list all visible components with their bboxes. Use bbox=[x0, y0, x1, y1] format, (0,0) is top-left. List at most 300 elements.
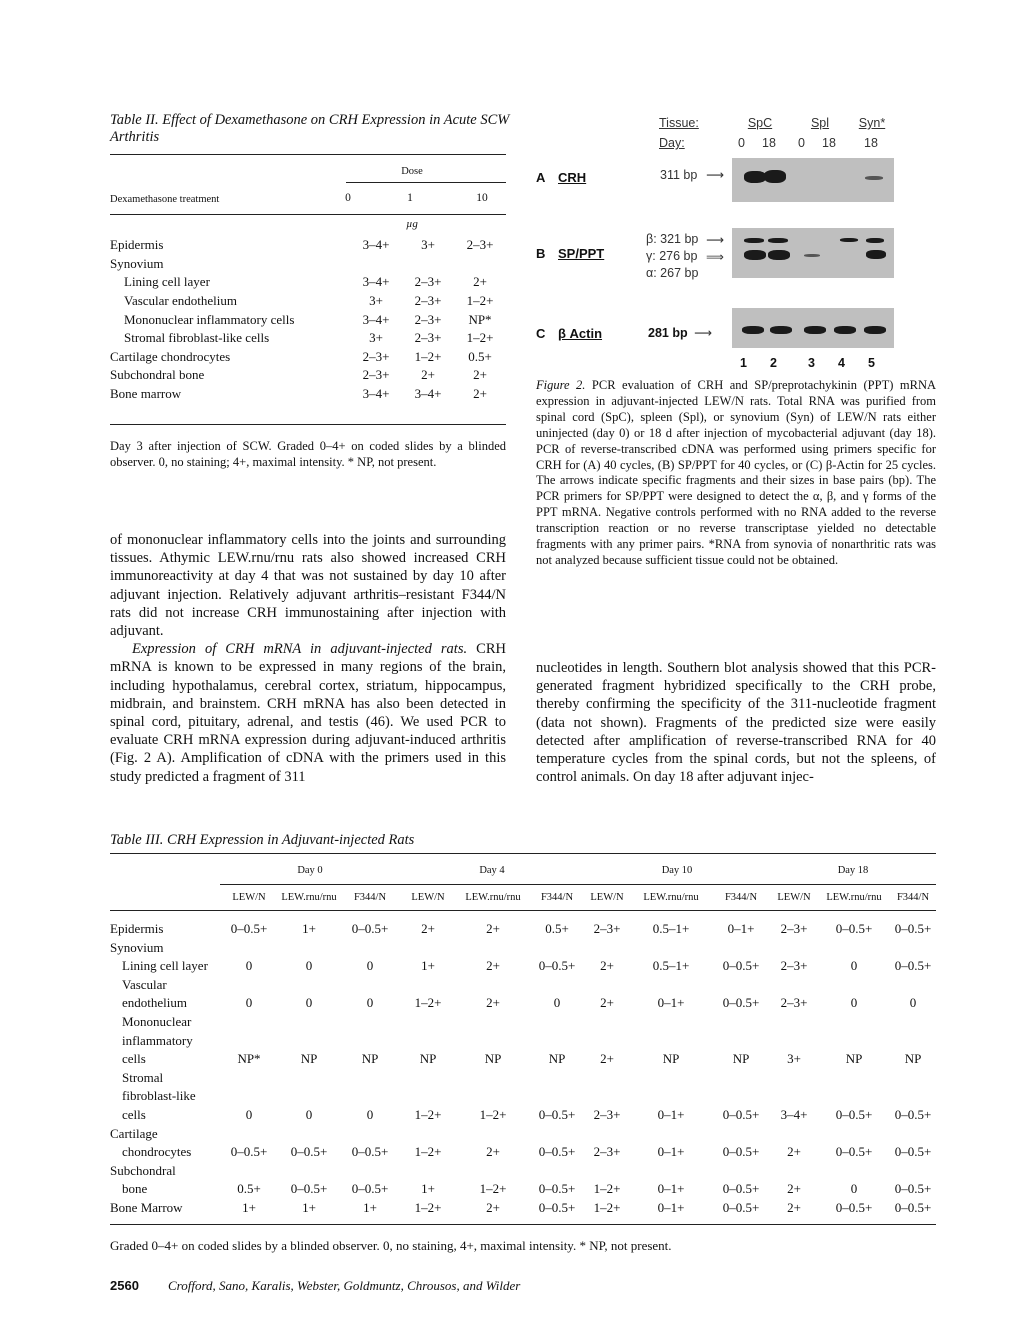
panel-a-name: CRH bbox=[558, 170, 587, 185]
panel-b-letter: B bbox=[536, 246, 546, 261]
fig-tissue-spl: Spl bbox=[810, 116, 830, 130]
table3-cell: 2–3+ bbox=[593, 1144, 621, 1160]
table2-row-label: Vascular endothelium bbox=[124, 293, 237, 309]
table3-cell: 1+ bbox=[421, 1181, 435, 1197]
left-paragraph-2-text: CRH mRNA is known to be expressed in many regions of the brain, including hypothalamus, cerebral cortex, striatum, hippocampus, midbrain, and brainstem. CRH mRNA has also been detected in spinal cord, pituitary, adrenal, and testis (46). We used PCR to evaluate CRH mRNA expression during adjuvant-induced arthritis (Fig. 2 A). Amplification of cDNA with the primers used in this study predicted a fragment of 311 bbox=[110, 641, 506, 785]
table2-row bbox=[110, 255, 506, 274]
table3-cell: 0–0.5+ bbox=[894, 1107, 932, 1123]
table3-row-label: Vascular bbox=[122, 976, 167, 992]
table2-cell: 2–3+ bbox=[414, 293, 442, 309]
panel-b-size-gamma: γ: 276 bp bbox=[646, 249, 698, 263]
table3-empty-cell bbox=[584, 1160, 630, 1179]
table3-row-label: cells bbox=[122, 1107, 146, 1123]
table3-empty-cell bbox=[890, 1086, 936, 1105]
table3-strain-header: F344/N bbox=[712, 884, 770, 910]
table2-cell bbox=[350, 255, 402, 274]
table3-empty-cell bbox=[712, 937, 770, 956]
table2-row bbox=[110, 236, 506, 255]
panel-a-size: 311 bp bbox=[660, 168, 698, 182]
table3-row-label: inflammatory bbox=[122, 1032, 193, 1048]
table3-corner bbox=[110, 884, 220, 910]
table3-cell: 0–1+ bbox=[657, 1181, 685, 1197]
table3-empty-cell bbox=[770, 1160, 818, 1179]
table3-cell: 2+ bbox=[600, 1051, 614, 1067]
table3-cell: 0 bbox=[245, 958, 253, 974]
table2-dose-0: 0 bbox=[345, 192, 351, 204]
table3-day-header: Day 10 bbox=[584, 858, 770, 884]
table2-cell: 3–4+ bbox=[362, 311, 390, 327]
table3-strain-header: F344/N bbox=[890, 884, 936, 910]
table3-row bbox=[110, 937, 936, 956]
table3-empty-cell bbox=[584, 1123, 630, 1142]
table3-cell: 3+ bbox=[787, 1051, 801, 1067]
table3-row-label: Bone Marrow bbox=[110, 1200, 183, 1215]
table3-cell: 0 bbox=[850, 1181, 858, 1197]
table3-cell: 0–0.5+ bbox=[538, 1181, 576, 1197]
fig-day-4: 18 bbox=[822, 136, 836, 150]
table3-cell: 1+ bbox=[302, 921, 316, 937]
table2-cell: 3+ bbox=[421, 237, 435, 253]
table2 bbox=[110, 158, 506, 403]
table2-cell: 2+ bbox=[421, 367, 435, 383]
table3-empty-cell bbox=[818, 1067, 890, 1086]
table2-cell: NP* bbox=[468, 311, 492, 327]
table3-empty-cell bbox=[770, 1030, 818, 1049]
table3-row-label: Cartilage bbox=[110, 1125, 158, 1141]
panel-a-arrow: ⟶ bbox=[706, 168, 724, 182]
table3-cell: 2+ bbox=[787, 1181, 801, 1197]
table3-bottom-rule bbox=[110, 1224, 936, 1225]
table3-empty-cell bbox=[584, 1086, 630, 1105]
table2-row bbox=[110, 292, 506, 311]
panel-b-arrow-1: ⟶ bbox=[706, 233, 724, 247]
band-c-lane3 bbox=[804, 326, 826, 334]
table3-row bbox=[110, 1086, 936, 1105]
table3-empty-cell bbox=[818, 937, 890, 956]
table3-row bbox=[110, 1104, 936, 1123]
fig-tissue-spc: SpC bbox=[747, 116, 773, 130]
page-number: 2560 bbox=[110, 1278, 139, 1293]
table3-cell: 0–0.5+ bbox=[835, 1200, 873, 1215]
table3-row-label: Subchondral bbox=[110, 1162, 176, 1178]
lane-number-4: 4 bbox=[838, 356, 845, 370]
band-b-gamma-lane1 bbox=[744, 250, 766, 260]
table3-empty-cell bbox=[712, 974, 770, 993]
table3-empty-cell bbox=[340, 1123, 400, 1142]
table2-cell: 3+ bbox=[369, 330, 383, 346]
table3-empty-cell bbox=[456, 1067, 530, 1086]
table3-cell: 1+ bbox=[242, 1200, 256, 1215]
fig-tissue-syn: Syn* bbox=[858, 116, 886, 130]
table3-empty-cell bbox=[530, 937, 584, 956]
table2-row-label: Epidermis bbox=[110, 237, 164, 253]
table3-cell: 0–0.5+ bbox=[835, 1144, 873, 1160]
table3-cell: 0 bbox=[245, 1107, 253, 1123]
table3-empty-cell bbox=[890, 974, 936, 993]
table2-top-rule bbox=[110, 154, 506, 155]
table3-strain-header: LEW.rnu/rnu bbox=[456, 884, 530, 910]
section-heading: Expression of CRH mRNA in adjuvant-injected rats. bbox=[132, 641, 468, 658]
table3-empty-cell bbox=[530, 1160, 584, 1179]
table3-strain-header: LEW.rnu/rnu bbox=[278, 884, 340, 910]
fig-day-1: 0 bbox=[738, 136, 745, 150]
band-b-gamma-lane5 bbox=[866, 250, 886, 259]
figure2-caption-label: Figure 2. bbox=[536, 378, 586, 392]
band-a-lane2 bbox=[764, 170, 786, 183]
table3-empty-cell bbox=[630, 974, 712, 993]
table3-empty-cell bbox=[340, 1086, 400, 1105]
table3-cell: 0–0.5+ bbox=[722, 1181, 760, 1197]
table3-empty-cell bbox=[220, 1160, 278, 1179]
running-authors: Crofford, Sano, Karalis, Webster, Goldmuntz, Chrousos, and Wilder bbox=[168, 1278, 521, 1293]
table2-row-label: Mononuclear inflammatory cells bbox=[124, 311, 295, 327]
table3-empty-cell bbox=[530, 1086, 584, 1105]
table3-empty-cell bbox=[278, 974, 340, 993]
table3-cell: 0–0.5+ bbox=[230, 1144, 268, 1160]
table3-empty-cell bbox=[220, 1011, 278, 1030]
table3-cell: 0–0.5+ bbox=[894, 1144, 932, 1160]
table3-empty-cell bbox=[530, 1067, 584, 1086]
table2-cell: 2–3+ bbox=[414, 274, 442, 290]
table3-cell: 1–2+ bbox=[414, 995, 442, 1011]
left-body-text bbox=[110, 531, 506, 786]
band-c-lane1 bbox=[742, 326, 764, 334]
table3-empty-cell bbox=[890, 1160, 936, 1179]
panel-c-name: β Actin bbox=[558, 326, 603, 341]
table3-cell: NP bbox=[845, 1051, 863, 1067]
table3-empty-cell bbox=[400, 974, 456, 993]
table2-row bbox=[110, 385, 506, 404]
fig-tissue-label: Tissue: bbox=[659, 116, 699, 130]
fig-day-label: Day: bbox=[659, 136, 685, 150]
table3-row bbox=[110, 993, 936, 1012]
table2-row bbox=[110, 366, 506, 385]
table3-empty-cell bbox=[456, 1011, 530, 1030]
table3-strain-header: F344/N bbox=[530, 884, 584, 910]
left-paragraph-1: of mononuclear inflammatory cells into the joints and surrounding tissues. Athymic LEW.rnu/rnu rats also showed increased CRH immunoreactivity at day 4 that was not sustained by day 10 after adjuvant injection. Relatively adjuvant arthritis–resistant F344/N rats did not increase CRH immunostaining after injection with adjuvant. bbox=[110, 532, 506, 640]
band-a-lane5 bbox=[865, 176, 883, 180]
table3-empty-cell bbox=[630, 1030, 712, 1049]
table3-row-label: Lining cell layer bbox=[122, 958, 208, 974]
figure2-caption-text: PCR evaluation of CRH and SP/preprotachykinin (PPT) mRNA expression in adjuvant-injected LEW/N rats. Total RNA was purified from spinal cord (SpC), spleen (Spl), or synovium (Syn) of LEW/N rats either uninjected (day 0) or 18 d after injection of mycobacterial adjuvant (day 18). PCR of reverse-transcribed cDNA was performed using primers specific for CRH for (A) 40 cycles, (B) SP/PPT for 40 cycles, or (C) β-Actin for 25 cycles. The arrows indicate specific fragments and their sizes in base pairs (bp). The PCR primers for SP/PPT were designed to detect the α, β, and γ forms of the PPT mRNA. Negative controls performed with no RNA added to the reverse transcription reaction or no reverse transcriptase yielded no detectable fragments with any primer pairs. *RNA from synovia of nonarthritic rats was not analyzed because sufficient tissue could not be obtained. bbox=[536, 378, 936, 567]
table3-note: Graded 0–4+ on coded slides by a blinded observer. 0, no staining, 4+, maximal intensity. * NP, not present. bbox=[110, 1238, 672, 1253]
table2-treatment-header: Dexamethasone treatment bbox=[110, 194, 220, 205]
table3-cell: 0–0.5+ bbox=[722, 1107, 760, 1123]
table3-row bbox=[110, 1123, 936, 1142]
table2-row-label: Cartilage chondrocytes bbox=[110, 348, 231, 364]
table3-empty-cell bbox=[818, 1030, 890, 1049]
lane-number-2: 2 bbox=[770, 356, 777, 370]
table3-cell: 1–2+ bbox=[414, 1107, 442, 1123]
table2-cell: 2–3+ bbox=[466, 237, 494, 253]
table3-row-label: chondrocytes bbox=[122, 1144, 192, 1160]
table3-empty-cell bbox=[890, 1067, 936, 1086]
table3-cell: 0.5+ bbox=[237, 1181, 261, 1197]
table2-cell: 3–4+ bbox=[362, 274, 390, 290]
table3-day-header: Day 18 bbox=[770, 858, 936, 884]
table3-cell: 2–3+ bbox=[780, 958, 808, 974]
table3-strain-header: LEW/N bbox=[220, 884, 278, 910]
table2-cell: 2–3+ bbox=[362, 367, 390, 383]
table3-row-label: bone bbox=[122, 1181, 148, 1197]
table3-cell: 2+ bbox=[600, 995, 614, 1011]
table3-empty-cell bbox=[220, 1067, 278, 1086]
table3-cell: 0 bbox=[850, 958, 858, 974]
table3-row-label: Epidermis bbox=[110, 921, 164, 937]
table3-cell: 1–2+ bbox=[414, 1200, 442, 1215]
table3-strain-header: LEW/N bbox=[584, 884, 630, 910]
table3-cell: 0.5–1+ bbox=[652, 921, 690, 937]
table3-empty-cell bbox=[400, 1011, 456, 1030]
lane-number-3: 3 bbox=[808, 356, 815, 370]
table3-cell: NP* bbox=[237, 1051, 261, 1067]
table3-cell: 2–3+ bbox=[780, 995, 808, 1011]
table3-cell: 2+ bbox=[421, 921, 435, 937]
table3-empty-cell bbox=[220, 937, 278, 956]
panel-b-arrow-2: ⟹ bbox=[706, 250, 724, 264]
table3-day-header: Day 0 bbox=[220, 858, 400, 884]
table3-empty-cell bbox=[712, 1086, 770, 1105]
table2-row bbox=[110, 273, 506, 292]
band-b-beta-lane4 bbox=[840, 238, 858, 242]
table3-strain-header: F344/N bbox=[340, 884, 400, 910]
table3-cell: NP bbox=[361, 1051, 379, 1067]
table3-row-label: Stromal bbox=[122, 1069, 164, 1085]
table3-cell: 3–4+ bbox=[780, 1107, 808, 1123]
table3-cell: 0–1+ bbox=[657, 1144, 685, 1160]
table3-empty-cell bbox=[340, 1067, 400, 1086]
table3-cell: 1–2+ bbox=[414, 1144, 442, 1160]
table2-row bbox=[110, 310, 506, 329]
table3-empty-cell bbox=[712, 1123, 770, 1142]
lane-number-1: 1 bbox=[740, 356, 747, 370]
table3-row-label: cells bbox=[122, 1051, 146, 1067]
gel-panel-b bbox=[732, 228, 894, 278]
table3-empty-cell bbox=[818, 1123, 890, 1142]
table3-empty-cell bbox=[584, 974, 630, 993]
table3-cell: 0–0.5+ bbox=[538, 958, 576, 974]
table3-cell: 0–0.5+ bbox=[538, 1144, 576, 1160]
table2-cell: 2–3+ bbox=[414, 311, 442, 327]
table3-cell: NP bbox=[300, 1051, 318, 1067]
table3-row bbox=[110, 1049, 936, 1068]
table3-row bbox=[110, 1179, 936, 1198]
table3-cell: 0–0.5+ bbox=[290, 1181, 328, 1197]
right-body-text bbox=[536, 659, 936, 786]
table3-row bbox=[110, 1011, 936, 1030]
table3-cell: 2+ bbox=[486, 1200, 500, 1215]
table2-dose-10: 10 bbox=[476, 192, 488, 204]
table3-empty-cell bbox=[278, 937, 340, 956]
table3-row-label: Mononuclear bbox=[122, 1014, 192, 1030]
table2-dose-rule bbox=[346, 182, 506, 183]
table3-cell: 0–0.5+ bbox=[894, 958, 932, 974]
table3-cell: 2+ bbox=[787, 1144, 801, 1160]
table2-cell: 1–2+ bbox=[466, 330, 494, 346]
table3-empty-cell bbox=[456, 1086, 530, 1105]
table3-empty-cell bbox=[220, 1086, 278, 1105]
table3-empty-cell bbox=[530, 1123, 584, 1142]
table3-cell: 0–1+ bbox=[657, 995, 685, 1011]
table3-cell: 0–0.5+ bbox=[351, 1144, 389, 1160]
table3-empty-cell bbox=[400, 1123, 456, 1142]
table3-cell: NP bbox=[484, 1051, 502, 1067]
table3-empty-cell bbox=[530, 1011, 584, 1030]
table3-empty-cell bbox=[584, 1030, 630, 1049]
table3-empty-cell bbox=[890, 937, 936, 956]
table3-empty-cell bbox=[530, 974, 584, 993]
figure2-gel bbox=[536, 112, 936, 382]
table3-empty-cell bbox=[220, 1030, 278, 1049]
panel-b-size-alpha: α: 267 bp bbox=[646, 266, 699, 280]
table2-row-label: Synovium bbox=[110, 255, 164, 271]
table3 bbox=[110, 858, 936, 1216]
table2-cell bbox=[454, 255, 506, 274]
table3-cell: 2–3+ bbox=[780, 921, 808, 937]
table3-cell: 2–3+ bbox=[593, 1107, 621, 1123]
table3-empty-cell bbox=[530, 1030, 584, 1049]
table3-empty-cell bbox=[400, 1067, 456, 1086]
table3-empty-cell bbox=[770, 974, 818, 993]
table3-empty-cell bbox=[712, 1067, 770, 1086]
table3-cell: 1+ bbox=[302, 1200, 316, 1215]
table3-empty-cell bbox=[584, 1067, 630, 1086]
table3-cell: 0–0.5+ bbox=[538, 1107, 576, 1123]
table3-cell: 0 bbox=[553, 995, 561, 1011]
table3-empty-cell bbox=[400, 937, 456, 956]
table3-cell: 2+ bbox=[486, 921, 500, 937]
fig-day-2: 18 bbox=[762, 136, 776, 150]
table3-empty-cell bbox=[818, 1086, 890, 1105]
table3-empty-cell bbox=[456, 1030, 530, 1049]
table2-bottom-rule bbox=[110, 424, 506, 425]
table3-row-label: Synovium bbox=[110, 939, 164, 955]
table3-empty-cell bbox=[220, 974, 278, 993]
table3-empty-cell bbox=[630, 937, 712, 956]
table3-cell: 0 bbox=[366, 995, 374, 1011]
table3-row bbox=[110, 1030, 936, 1049]
table3-strain-header: LEW/N bbox=[400, 884, 456, 910]
table3-cell: 0 bbox=[305, 1107, 313, 1123]
table2-row bbox=[110, 348, 506, 367]
table3-empty-cell bbox=[456, 1160, 530, 1179]
panel-c-letter: C bbox=[536, 326, 546, 341]
figure2-caption bbox=[536, 378, 936, 569]
table3-cell: 1+ bbox=[421, 958, 435, 974]
table3-empty-cell bbox=[340, 1030, 400, 1049]
table2-cell: 0.5+ bbox=[468, 348, 492, 364]
table3-cell: 0–0.5+ bbox=[351, 921, 389, 937]
table3-cell: 1–2+ bbox=[593, 1200, 621, 1215]
table3-empty-cell bbox=[340, 974, 400, 993]
table3-cell: 0.5+ bbox=[545, 921, 569, 937]
table2-cell: 2+ bbox=[473, 367, 487, 383]
table3-empty-cell bbox=[712, 1030, 770, 1049]
table3-empty-cell bbox=[278, 1123, 340, 1142]
table3-empty-cell bbox=[584, 1011, 630, 1030]
table3-cell: 0–0.5+ bbox=[722, 1200, 760, 1215]
table3-empty-cell bbox=[220, 1123, 278, 1142]
table3-empty-cell bbox=[630, 1160, 712, 1179]
table3-empty-cell bbox=[630, 1067, 712, 1086]
table3-cell: 0 bbox=[850, 995, 858, 1011]
table3-cell: NP bbox=[904, 1051, 922, 1067]
table3-empty-cell bbox=[340, 1011, 400, 1030]
table3-empty-cell bbox=[890, 1123, 936, 1142]
table3-cell: 0 bbox=[366, 1107, 374, 1123]
table2-unit: µg bbox=[406, 218, 418, 230]
table2-cell: 2–3+ bbox=[414, 330, 442, 346]
table2-cell: 2+ bbox=[473, 274, 487, 290]
table3-empty-cell bbox=[712, 1011, 770, 1030]
table3-row bbox=[110, 1197, 936, 1216]
table3-empty-cell bbox=[278, 1067, 340, 1086]
table3-strain-header: LEW.rnu/rnu bbox=[818, 884, 890, 910]
table3-empty-cell bbox=[278, 1030, 340, 1049]
table3-cell: 0–1+ bbox=[657, 1200, 685, 1215]
table3-cell: 0–0.5+ bbox=[894, 921, 932, 937]
table2-cell: 2–3+ bbox=[362, 348, 390, 364]
table3-empty-cell bbox=[456, 937, 530, 956]
table3-cell: NP bbox=[419, 1051, 437, 1067]
gel-panel-c bbox=[732, 308, 894, 348]
table3-cell: 2+ bbox=[486, 995, 500, 1011]
table3-top-rule bbox=[110, 853, 936, 854]
table3-empty-cell bbox=[770, 1123, 818, 1142]
table3-empty-cell bbox=[400, 1160, 456, 1179]
table3-empty-cell bbox=[630, 1086, 712, 1105]
band-b-gamma-lane2 bbox=[768, 250, 790, 260]
band-c-lane4 bbox=[834, 326, 856, 334]
table3-cell: 2+ bbox=[486, 958, 500, 974]
gel-panel-a bbox=[732, 158, 894, 202]
table3-cell: 0–0.5+ bbox=[722, 995, 760, 1011]
table3-title: Table III. CRH Expression in Adjuvant-injected Rats bbox=[110, 832, 415, 848]
table3-empty-cell bbox=[818, 974, 890, 993]
fig-day-3: 0 bbox=[798, 136, 805, 150]
table2-cell: 3+ bbox=[369, 293, 383, 309]
table3-cell: 2+ bbox=[486, 1144, 500, 1160]
fig-day-5: 18 bbox=[864, 136, 878, 150]
band-a-lane1 bbox=[744, 171, 766, 183]
panel-b-size-beta: β: 321 bp bbox=[646, 232, 699, 246]
table3-corner bbox=[110, 858, 220, 884]
table3-empty-cell bbox=[400, 1086, 456, 1105]
table3-cell: 0 bbox=[305, 995, 313, 1011]
table3-strain-header: LEW/N bbox=[770, 884, 818, 910]
table3-cell: 0–0.5+ bbox=[894, 1181, 932, 1197]
table3-cell: 0–0.5+ bbox=[722, 1144, 760, 1160]
table3-cell: 0 bbox=[366, 958, 374, 974]
table3-day-header: Day 4 bbox=[400, 858, 584, 884]
table3-cell: 0–0.5+ bbox=[538, 1200, 576, 1215]
band-b-beta-lane1 bbox=[744, 238, 764, 243]
table3-empty-cell bbox=[818, 1160, 890, 1179]
table3-empty-cell bbox=[278, 1086, 340, 1105]
table3-empty-cell bbox=[890, 1030, 936, 1049]
table2-cell: 3–4+ bbox=[362, 386, 390, 402]
table3-cell: 0–0.5+ bbox=[722, 958, 760, 974]
table3-cell: 1–2+ bbox=[593, 1181, 621, 1197]
table3-grid bbox=[110, 858, 936, 1216]
table3-cell: 0–1+ bbox=[727, 921, 755, 937]
band-b-beta-lane2 bbox=[768, 238, 788, 243]
table3-cell: 0–0.5+ bbox=[835, 1107, 873, 1123]
table2-cell: 1–2+ bbox=[466, 293, 494, 309]
lane-number-5: 5 bbox=[868, 356, 875, 370]
table2-row bbox=[110, 329, 506, 348]
table2-dose-1: 1 bbox=[407, 192, 413, 204]
